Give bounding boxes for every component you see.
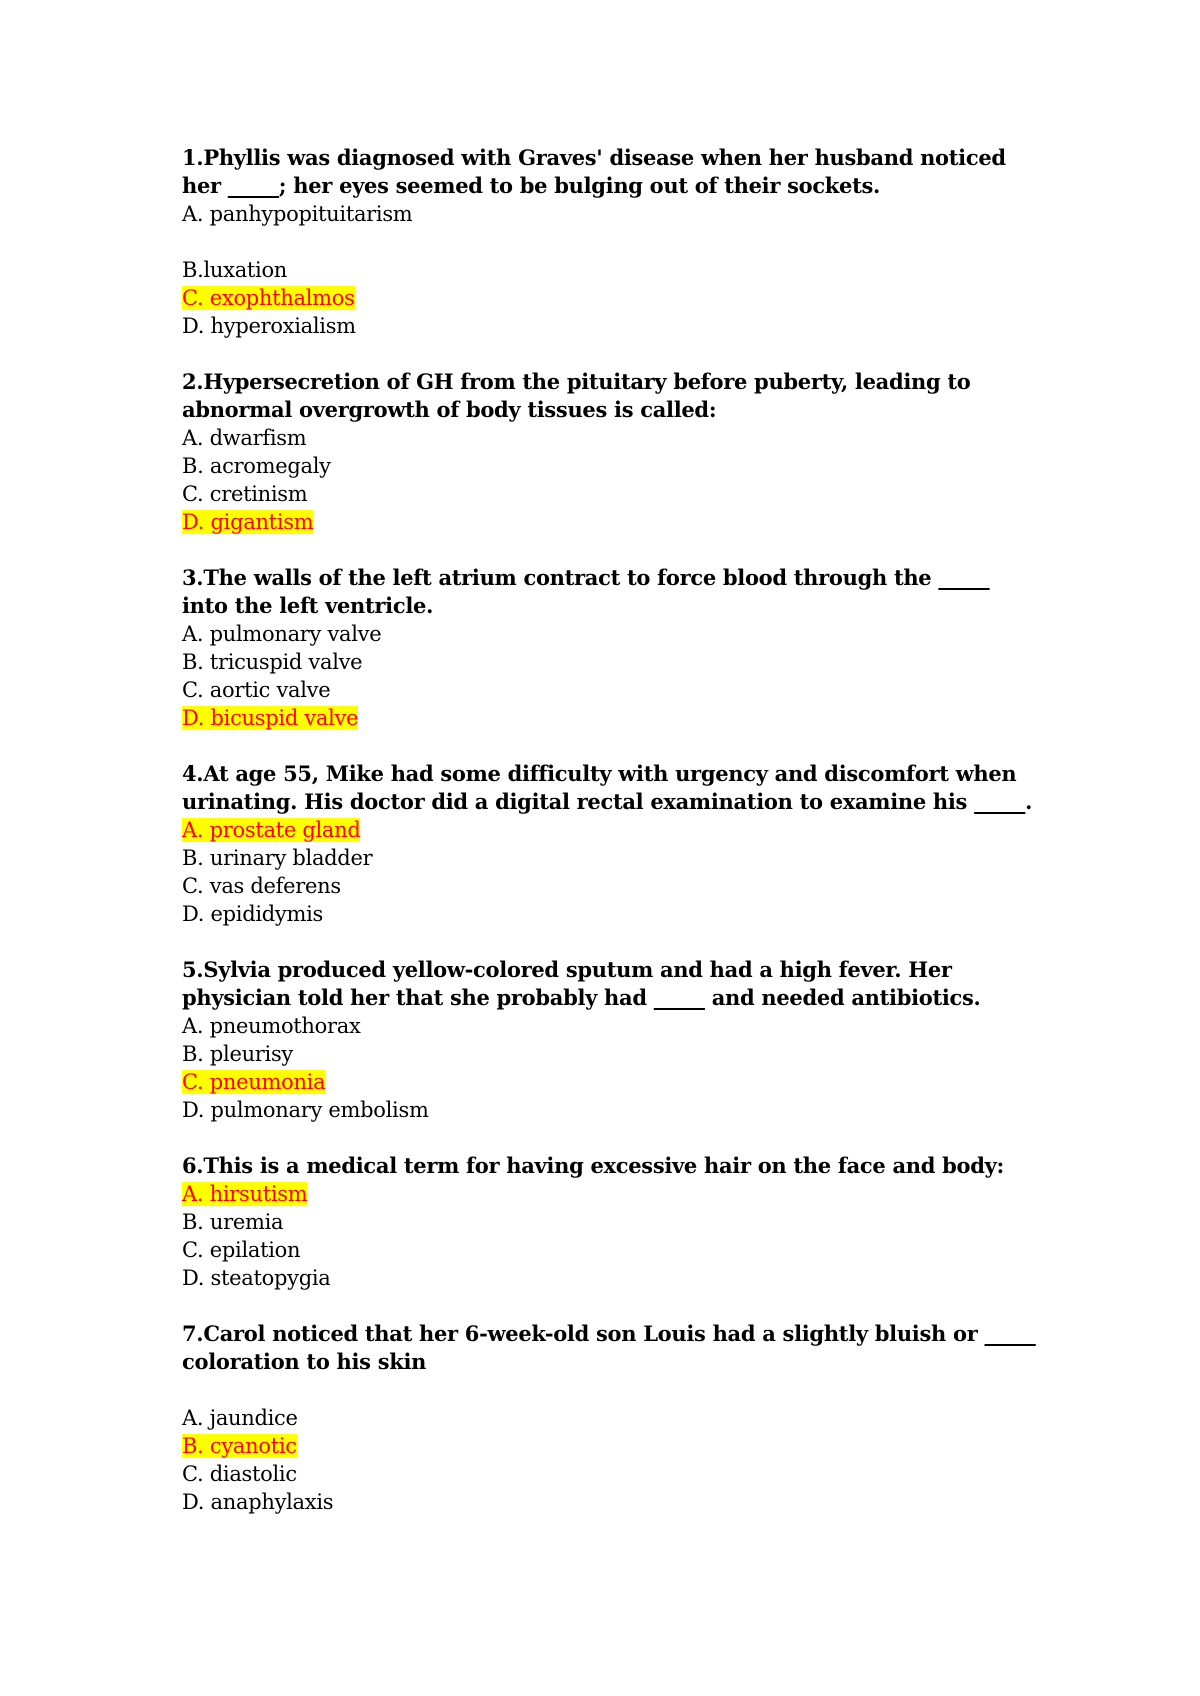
question-stem: 3.The walls of the left atrium contract to force blood through the _____ into the left ventricle. — [182, 565, 990, 618]
blank-line — [182, 228, 1042, 256]
option-label: B. urinary bladder — [182, 846, 373, 870]
option-b-correct — [182, 1432, 1042, 1460]
option-label: B. cyanotic — [182, 1434, 297, 1458]
question-stem: 2.Hypersecretion of GH from the pituitary before puberty, leading to abnormal overgrowth of body tissues is called: — [182, 369, 971, 422]
option-b — [182, 648, 1042, 676]
option-d-correct — [182, 704, 1042, 732]
option-a — [182, 1404, 1042, 1432]
document-page — [182, 144, 1042, 1544]
option-label: D. epididymis — [182, 902, 323, 926]
option-a — [182, 1012, 1042, 1040]
option-label: A. prostate gland — [182, 818, 361, 842]
option-label: A. pulmonary valve — [182, 622, 382, 646]
question-stem: 7.Carol noticed that her 6-week-old son Louis had a slightly bluish or _____ coloration to his skin — [182, 1321, 1036, 1374]
option-label: B. acromegaly — [182, 454, 331, 478]
option-d — [182, 1096, 1042, 1124]
option-label: C. cretinism — [182, 482, 308, 506]
option-label: D. anaphylaxis — [182, 1490, 334, 1514]
question-stem: 1.Phyllis was diagnosed with Graves' disease when her husband noticed her _____; her eyes seemed to be bulging out of their sockets. — [182, 145, 1006, 198]
option-label: B.luxation — [182, 258, 288, 282]
option-label: A. dwarfism — [182, 426, 307, 450]
option-a — [182, 424, 1042, 452]
option-label: B. pleurisy — [182, 1042, 293, 1066]
blank-line — [182, 1376, 1042, 1404]
option-label: C. vas deferens — [182, 874, 341, 898]
option-b — [182, 1040, 1042, 1068]
question-3 — [182, 564, 1042, 732]
option-b — [182, 452, 1042, 480]
option-label: C. diastolic — [182, 1462, 297, 1486]
option-c-correct — [182, 1068, 1042, 1096]
option-label: C. epilation — [182, 1238, 301, 1262]
option-d — [182, 312, 1042, 340]
question-7 — [182, 1320, 1042, 1516]
option-label: A. hirsutism — [182, 1182, 308, 1206]
option-c — [182, 480, 1042, 508]
question-1 — [182, 144, 1042, 340]
question-2 — [182, 368, 1042, 536]
option-c — [182, 1460, 1042, 1488]
option-b — [182, 256, 1042, 284]
option-c — [182, 872, 1042, 900]
option-label: B. uremia — [182, 1210, 284, 1234]
option-a — [182, 200, 1042, 228]
question-5 — [182, 956, 1042, 1124]
option-b — [182, 844, 1042, 872]
option-d — [182, 1264, 1042, 1292]
question-stem: 4.At age 55, Mike had some difficulty with urgency and discomfort when urinating. His doctor did a digital rectal examination to examine his _____. — [182, 761, 1033, 814]
option-b — [182, 1208, 1042, 1236]
option-label: C. pneumonia — [182, 1070, 326, 1094]
question-stem: 6.This is a medical term for having excessive hair on the face and body: — [182, 1153, 1004, 1178]
option-label: A. panhypopituitarism — [182, 202, 413, 226]
option-c-correct — [182, 284, 1042, 312]
option-label: C. aortic valve — [182, 678, 331, 702]
option-label: D. pulmonary embolism — [182, 1098, 429, 1122]
option-c — [182, 676, 1042, 704]
option-label: D. gigantism — [182, 510, 314, 534]
option-a — [182, 620, 1042, 648]
option-label: B. tricuspid valve — [182, 650, 363, 674]
option-label: A. jaundice — [182, 1406, 298, 1430]
question-4 — [182, 760, 1042, 928]
option-c — [182, 1236, 1042, 1264]
option-label: C. exophthalmos — [182, 286, 355, 310]
option-d-correct — [182, 508, 1042, 536]
option-a-correct — [182, 816, 1042, 844]
question-stem: 5.Sylvia produced yellow-colored sputum and had a high fever. Her physician told her that she probably had _____ and needed antibiotics. — [182, 957, 981, 1010]
question-6 — [182, 1152, 1042, 1292]
option-a-correct — [182, 1180, 1042, 1208]
option-label: D. bicuspid valve — [182, 706, 359, 730]
option-label: A. pneumothorax — [182, 1014, 361, 1038]
option-d — [182, 1488, 1042, 1516]
option-d — [182, 900, 1042, 928]
option-label: D. steatopygia — [182, 1266, 331, 1290]
option-label: D. hyperoxialism — [182, 314, 356, 338]
